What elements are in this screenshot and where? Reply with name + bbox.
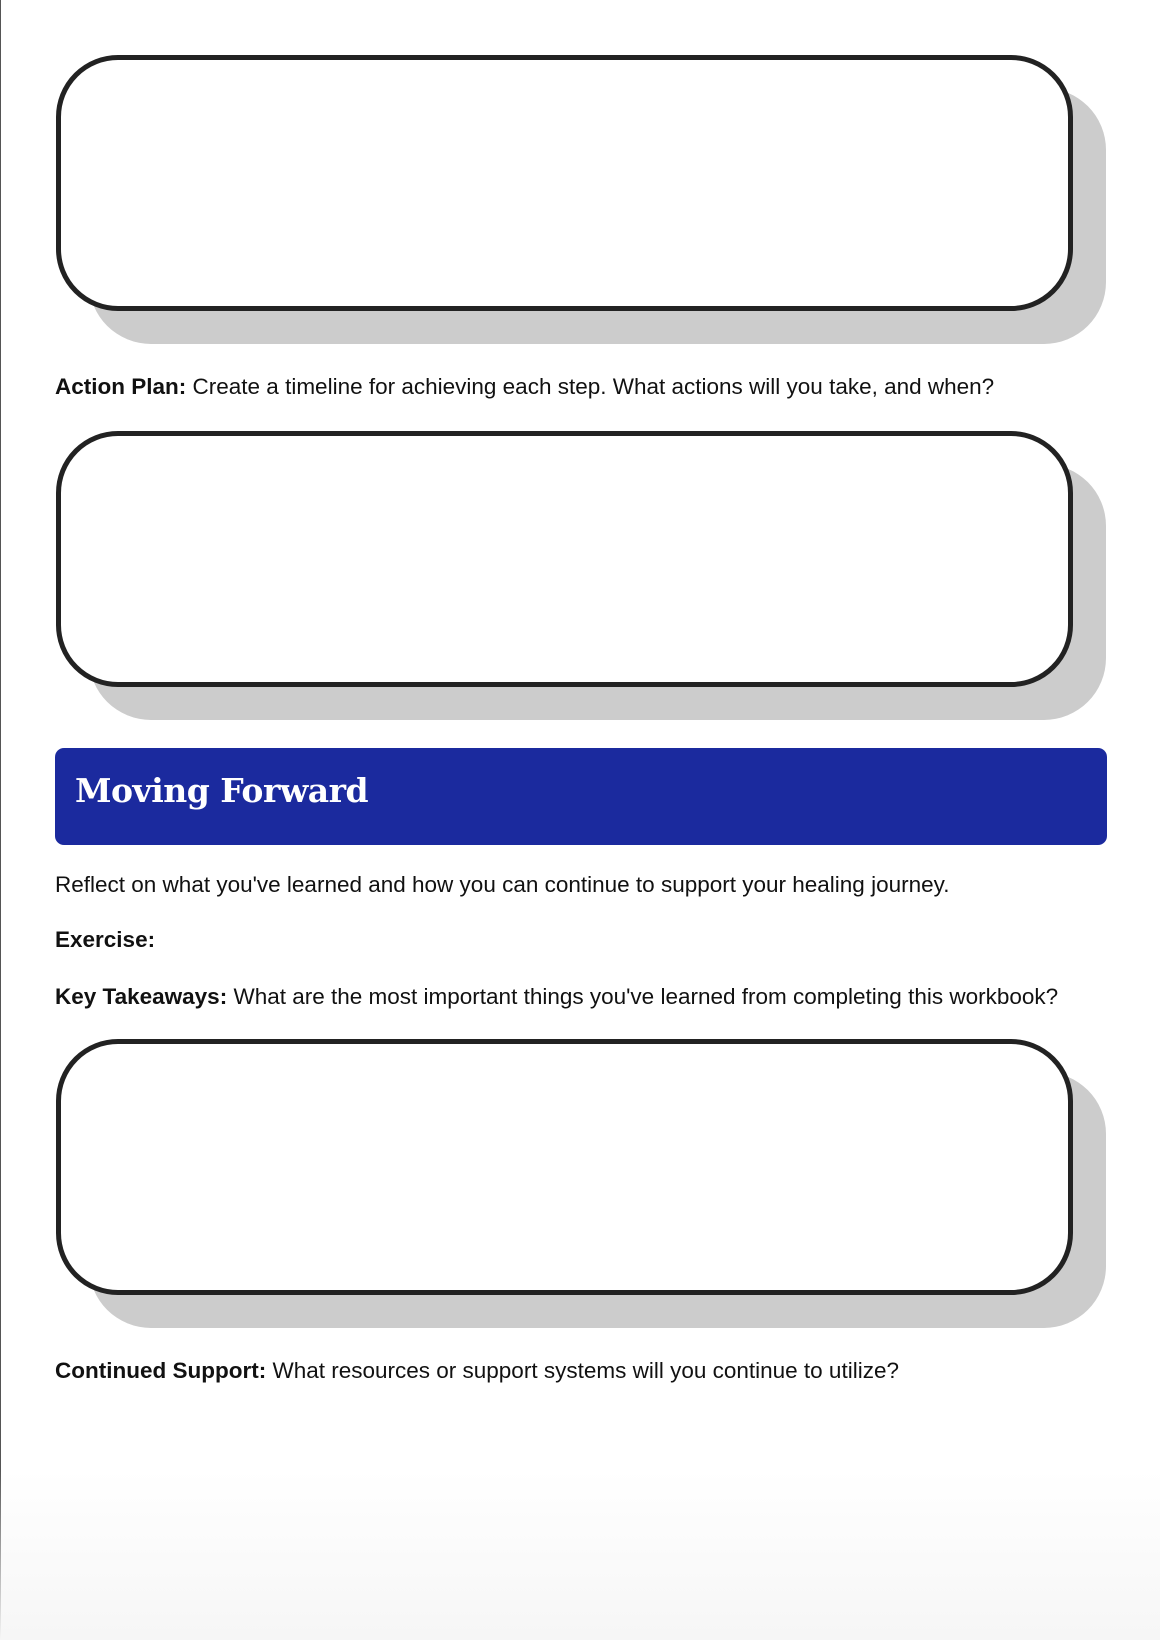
key-takeaways-text: What are the most important things you've learned from completing this workbook? bbox=[227, 984, 1059, 1009]
action-plan-label: Action Plan: bbox=[55, 374, 187, 399]
key-takeaways-label: Key Takeaways: bbox=[55, 984, 228, 1009]
section-intro: Reflect on what you've learned and how you can continue to support your healing journey. bbox=[55, 872, 950, 897]
page-bottom-shading bbox=[0, 1470, 1160, 1640]
action-plan-text: Create a timeline for achieving each step. What actions will you take, and when? bbox=[186, 374, 995, 399]
continued-support-label: Continued Support: bbox=[55, 1358, 267, 1383]
page-left-edge bbox=[0, 0, 1, 1640]
key-takeaways-response-box[interactable] bbox=[56, 1039, 1073, 1295]
exercise-label: Exercise: bbox=[55, 927, 156, 952]
continued-support-text: What resources or support systems will you continue to utilize? bbox=[266, 1358, 899, 1383]
response-box-previous[interactable] bbox=[56, 55, 1073, 311]
action-plan-response-box[interactable] bbox=[56, 431, 1073, 687]
key-takeaways-prompt bbox=[55, 982, 1058, 1012]
section-header bbox=[55, 748, 1107, 845]
section-title: Moving Forward bbox=[75, 771, 369, 810]
action-plan-prompt bbox=[55, 372, 994, 402]
continued-support-prompt bbox=[55, 1356, 899, 1386]
exercise-heading bbox=[55, 925, 155, 955]
